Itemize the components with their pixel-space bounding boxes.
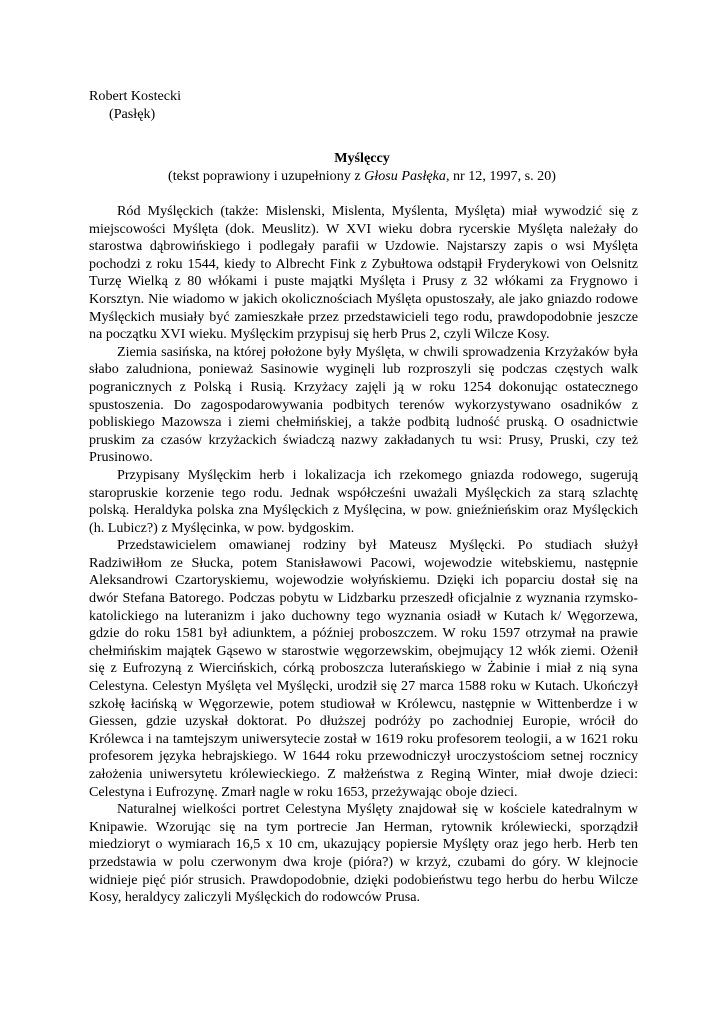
author-name: Robert Kostecki [89, 88, 181, 104]
subtitle-prefix: (tekst poprawiony i uzupełniony z [168, 168, 365, 184]
paragraph: Przedstawicielem omawianej rodziny był Mateusz Myślęcki. Po studiach służył Radziwiłłom ze Słucka, potem Stanisławowi Pacowi, wojewodzie witebskiemu, następnie Aleksandrowi Czartoryskiemu, wojewodzie wołyńskiemu. Dzięki ich poparciu dostał się na dwór Stefana Batorego. Podczas pobytu w Lidzbarku przeszedł oficjalnie z wyznania rzymsko-katolickiego na luteranizm i jako duchowny tego wyznania osiadł w Kutach k/ Węgorzewa, gdzie do roku 1581 był adiunktem, a później proboszczem. W roku 1597 otrzymał na prawie chełmińskim majątek Gąsewo w starostwie węgorzewskim, obejmujący 12 włók ziemi. Ożenił się z Eufrozyną z Wiercińskich, córką proboszcza luterańskiego w Żabinie i miał z nią syna Celestyna. Celestyn Myślęta vel Myślęcki, urodził się 27 marca 1588 roku w Kutach. Ukończył szkołę łacińską w Węgorzewie, potem studiował w Królewcu, następnie w Wittenberdze i w Giessen, gdzie uzyskał doktorat. Po dłuższej podróży po zachodniej Europie, wrócił do Królewca i na tamtejszym uniwersytecie został w 1619 roku profesorem teologii, a w 1621 roku profesorem języka hebrajskiego. W 1644 roku przewodniczył uroczystościom setnej rocznicy założenia uniwersytetu królewieckiego. Z małżeństwa z Reginą Winter, miał dwoje dzieci: Celestyna i Eufrozynę. Zmarł nagle w roku 1653, przeżywając oboje dzieci. [89, 537, 638, 800]
paragraph: Naturalnej wielkości portret Celestyna Myślęty znajdował się w kościele katedralnym w Knipawie. Wzorując się na tym portrecie Jan Herman, rytownik królewiecki, sporządził miedzioryt o wymiarach 16,5 x 10 cm, ukazujący popiersie Myślęty oraz jego herb. Herb ten przedstawia w polu czerwonym dwa kroje (pióra?) w krzyż, czubami do góry. W klejnocie widnieje pięć piór strusich. Prawdopodobnie, dzięki podobieństwu tego herbu do herbu Wilcze Kosy, heraldycy zaliczyli Myślęckich do rodowców Prusa. [89, 801, 638, 906]
document-title: Myślęccy [334, 150, 390, 166]
paragraph: Ród Myślęckich (także: Mislenski, Mislenta, Myślenta, Myślęta) miał wywodzić się z miejscowości Myślęta (dok. Meuslitz). W XVI wieku dobra rycerskie Myślęta należały do starostwa dąbrowińskiego i podlegały parafii w Uzdowie. Najstarszy zapis o wsi Myślęta pochodzi z roku 1544, kiedy to Albrecht Fink z Zybułtowa odstąpił Fryderykowi von Oelsnitz Turzę Wielką z 80 włókami i puste majątki Myślęta i Prusy z 32 włókami za Frygnowo i Korsztyn. Nie wiadomo w jakich okolicznościach Myślęta opustoszały, ale jako gniazdo rodowe Myślęckich musiały być zamieszkałe przez przedstawicieli tego rodu, prawdopodobnie jeszcze na początku XVI wieku. Myślęckim przypisuj się herb Prus 2, czyli Wilcze Kosy. [89, 203, 638, 343]
author-block [89, 88, 181, 123]
paragraph: Przypisany Myślęckim herb i lokalizacja ich rzekomego gniazda rodowego, sugerują staropruskie korzenie tego rodu. Jednak współcześni uważali Myślęckich za starą szlachtę polską. Heraldyka polska zna Myślęckich z Myślęcina, w pow. gnieźnieńskim oraz Myślęckich (h. Lubicz?) z Myślęcinka, w pow. bydgoskim. [89, 466, 638, 536]
subtitle-suffix: , nr 12, 1997, s. 20) [445, 168, 556, 184]
document-body [89, 203, 638, 907]
author-place: (Pasłęk) [109, 105, 156, 122]
document-subtitle [0, 168, 724, 186]
subtitle-source: Głosu Pasłęka [364, 168, 446, 184]
paragraph: Ziemia sasińska, na której położone były Myślęta, w chwili sprowadzenia Krzyżaków była słabo zaludniona, ponieważ Sasinowie wyginęli lub rozproszyli się podczas częstych walk pogranicznych z Polską i Rusią. Krzyżacy zajęli ją w roku 1254 dokonując ostatecznego spustoszenia. Do zagospodarowywania podbitych terenów wykorzystywano osadników z pobliskiego Mazowsza i ziemi chełmińskiej, a także podbitą ludność pruską. O osadnictwie pruskim za czasów krzyżackich świadczą nazwy zakładanych tu wsi: Prusy, Pruski, czy też Prusinowo. [89, 343, 638, 466]
